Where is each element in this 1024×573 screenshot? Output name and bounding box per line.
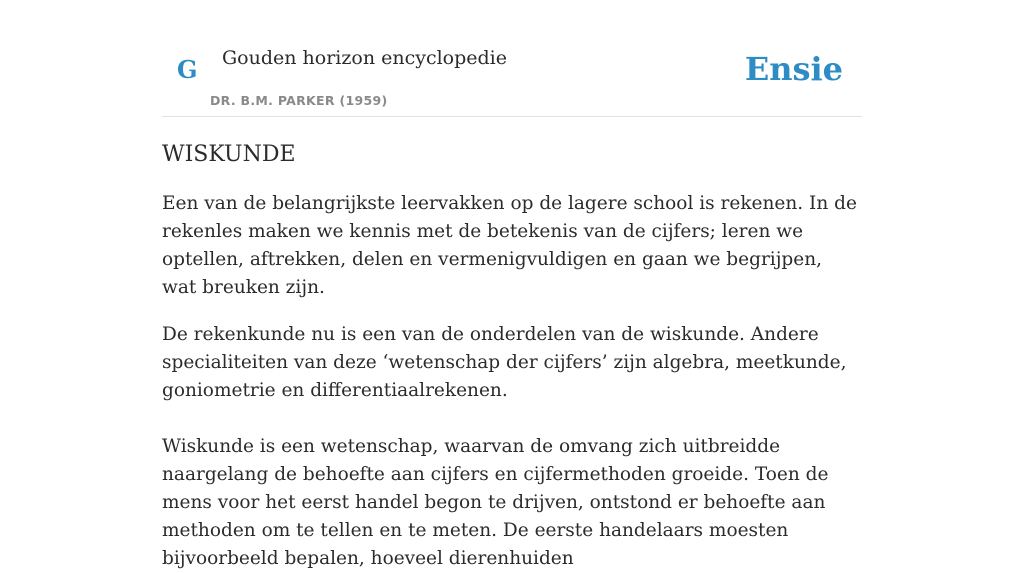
article-title: WISKUNDE: [162, 142, 296, 167]
article: [162, 139, 862, 573]
book-logo[interactable]: G: [177, 55, 198, 84]
brand-logo[interactable]: Ensie: [744, 50, 843, 88]
author-label: DR. B.M. PARKER (1959): [210, 93, 388, 108]
book-title[interactable]: Gouden horizon encyclopedie: [222, 47, 507, 69]
article-paragraph: Een van de belangrijkste leervakken op de lagere school is rekenen. In de rekenles maken we kennis met de betekenis van de cijfers; leren we optellen, aftrekken, delen en vermenigvuldigen en gaan we begrijpen, wat breuken zijn.: [162, 193, 857, 298]
article-paragraph: De rekenkunde nu is een van de onderdelen van de wiskunde. Andere specialiteiten van deze ‘wetenschap der cijfers’ zijn algebra, meetkunde, goniometrie en differentiaalrekenen.: [162, 324, 847, 401]
article-paragraph: Wiskunde is een wetenschap, waarvan de omvang zich uitbreidde naargelang de behoefte aan cijfers en cijfermethoden groeide. Toen de mens voor het eerst handel begon te drijven, ontstond er behoefte aan methoden om te tellen en te meten. De eerste handelaars moesten bijvoorbeeld bepalen, hoeveel dierenhuiden: [162, 436, 829, 569]
header: [162, 0, 862, 117]
